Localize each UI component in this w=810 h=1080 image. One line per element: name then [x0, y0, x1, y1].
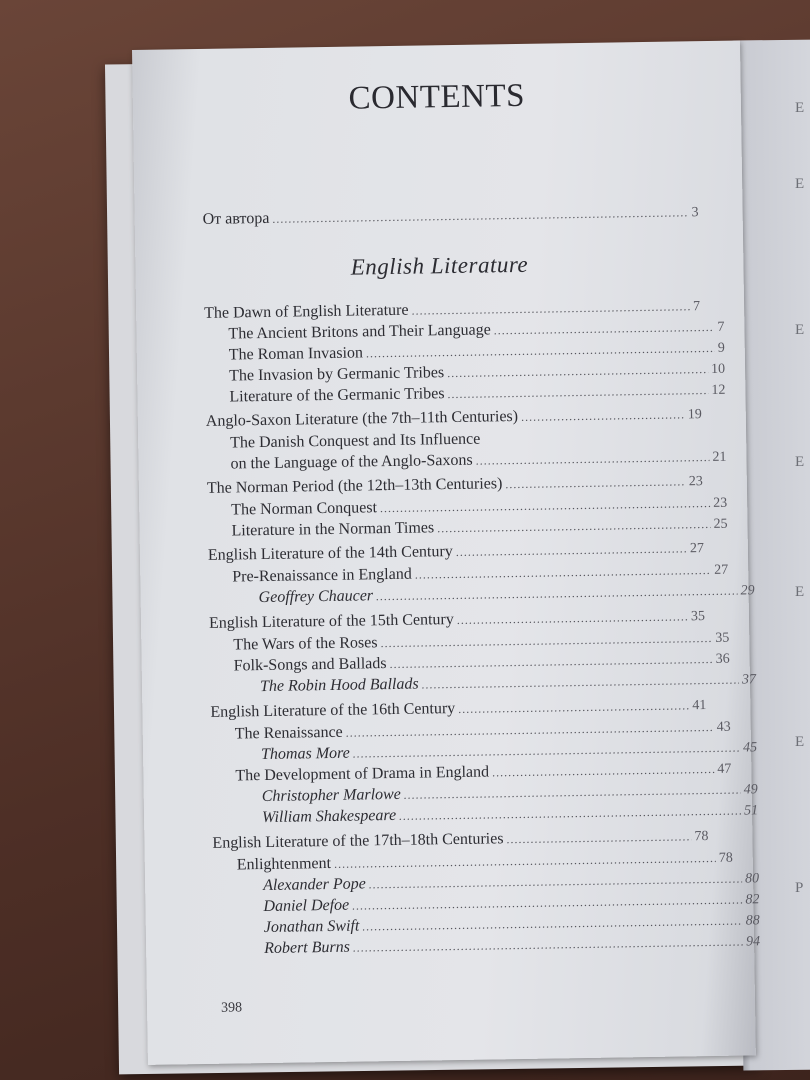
toc-entry-page: 10 [710, 361, 726, 377]
toc-entry [203, 203, 699, 229]
facing-page-letter: E [795, 322, 805, 338]
leader-dots [366, 341, 715, 361]
toc-entry [208, 539, 704, 565]
leader-dots [376, 584, 738, 605]
toc-entry-label: Robert Burns [263, 938, 351, 958]
toc-entry-label: The Dawn of English Literature [204, 301, 409, 322]
toc-entry-label: Literature in the Norman Times [231, 519, 435, 540]
toc-entry-page: 29 [740, 583, 755, 599]
toc-entry-label: The Norman Conquest [231, 499, 378, 519]
toc-entry-label: Anglo-Saxon Literature (the 7th–11th Centuries) [205, 407, 519, 430]
toc-entry-label: Geoffrey Chaucer [258, 587, 374, 607]
toc-entry-label: The Norman Period (the 12th–13th Centuries) [206, 475, 503, 497]
toc-entry-label: Jonathan Swift [263, 917, 360, 937]
toc-entry [206, 405, 702, 431]
toc-entry-label: The Danish Conquest and Its Influence [230, 430, 481, 452]
toc-entry-page: 21 [712, 449, 727, 465]
toc-entry-label: English Literature of the 17th–18th Centuries [212, 830, 504, 852]
toc-entry-page: 37 [741, 672, 757, 688]
toc-entry-label: The Development of Drama in England [235, 763, 490, 785]
leader-dots [346, 720, 714, 741]
toc-entry-label: on the Language of the Anglo-Saxons [230, 451, 473, 473]
toc-entry-page: 9 [717, 340, 725, 356]
facing-page-letter: E [795, 584, 805, 600]
toc-entry-page: 82 [745, 892, 760, 908]
facing-page-letter: E [795, 176, 805, 192]
toc-entry-label: Alexander Pope [263, 875, 366, 895]
toc-entry-label: Literature of the Germanic Tribes [229, 385, 445, 406]
toc-entry-label: English Literature of the 16th Century [210, 700, 456, 721]
toc-entry [210, 696, 706, 722]
leader-dots [476, 450, 710, 469]
leader-dots [458, 698, 689, 717]
leader-dots [447, 383, 708, 402]
toc-entry-label: William Shakespeare [261, 806, 397, 827]
leader-dots [456, 541, 687, 560]
toc-entry-label: English Literature of the 15th Century [208, 611, 454, 632]
toc-entry-page: 3 [691, 205, 699, 221]
toc-entry-label: Daniel Defoe [263, 896, 350, 916]
leader-dots [272, 205, 688, 227]
leader-dots [494, 320, 715, 338]
toc-entry-label: Thomas More [260, 744, 350, 764]
toc-entry-page: 41 [692, 698, 707, 714]
toc-entry-page: 12 [711, 382, 726, 398]
facing-page-letter: E [795, 734, 805, 750]
leader-dots [399, 804, 741, 824]
leader-dots [369, 872, 743, 893]
leader-dots [404, 783, 741, 803]
leader-dots [380, 496, 710, 516]
section-heading: English Literature [350, 251, 529, 280]
toc-entry-page: 45 [742, 740, 758, 756]
leader-dots [411, 299, 690, 318]
toc-entry-page: 47 [717, 761, 732, 777]
leader-dots [352, 893, 742, 914]
facing-page-letter: E [795, 100, 805, 116]
toc-entry-label: The Robin Hood Ballads [259, 675, 419, 696]
leader-dots [334, 851, 716, 872]
toc-entry-page: 51 [743, 803, 759, 819]
toc-entry-page: 35 [690, 609, 706, 625]
toc-entry-label: The Ancient Britons and Their Language [228, 321, 491, 343]
leader-dots [437, 517, 711, 536]
toc-entry-label: The Wars of the Roses [233, 634, 378, 654]
toc-entry-page: 7 [717, 319, 725, 335]
toc-entry-page: 80 [744, 871, 760, 887]
toc-entry-label: The Invasion by Germanic Tribes [228, 364, 445, 385]
toc-entry-page: 36 [715, 651, 730, 667]
toc-entry-page: 25 [713, 516, 728, 532]
facing-page-letter: E [795, 454, 805, 470]
toc-entry-label: Christopher Marlowe [261, 785, 401, 806]
leader-dots [362, 914, 743, 935]
toc-entry-page: 27 [714, 562, 729, 578]
toc-entry-label: The Roman Invasion [228, 344, 364, 364]
toc-entry-page: 78 [718, 850, 733, 866]
leader-dots [506, 829, 691, 847]
toc-entry-label: От автора [202, 209, 270, 228]
leader-dots [389, 652, 712, 672]
leader-dots [447, 362, 708, 381]
leader-dots [505, 474, 686, 492]
toc-entry-page: 27 [689, 541, 705, 557]
leader-dots [492, 762, 715, 780]
toc-entry-label: The Renaissance [234, 723, 343, 743]
page-number: 398 [220, 1000, 243, 1016]
toc-entry [209, 607, 705, 633]
leader-dots [457, 609, 688, 628]
toc-entry-label: Folk-Songs and Ballads [233, 655, 387, 675]
toc-entry-page: 35 [715, 630, 730, 646]
toc-entry-page: 43 [716, 719, 731, 735]
toc-entry [207, 472, 703, 498]
toc-entry-page: 23 [688, 474, 703, 490]
toc-entry [212, 827, 708, 853]
toc-entry-label: Enlightenment [236, 854, 332, 874]
toc-entry-page: 7 [692, 299, 701, 315]
toc-entry-page: 94 [745, 934, 761, 950]
book-page [132, 40, 761, 1064]
leader-dots [353, 741, 740, 762]
leader-dots [380, 631, 712, 651]
toc-entry-page: 19 [687, 407, 702, 423]
toc-entry-label: Pre-Renaissance in England [232, 565, 412, 586]
toc-entry-page: 88 [745, 913, 760, 929]
leader-dots [353, 935, 743, 956]
toc-entry-page: 49 [743, 782, 758, 798]
leader-dots [422, 673, 740, 693]
page-title: CONTENTS [348, 77, 526, 117]
leader-dots [415, 563, 712, 583]
facing-page-letter: P [795, 880, 804, 896]
toc-entry-page: 23 [713, 495, 728, 511]
toc-entry-page: 78 [694, 829, 709, 845]
toc-entry-label: English Literature of the 14th Century [207, 543, 453, 564]
leader-dots [521, 407, 685, 425]
